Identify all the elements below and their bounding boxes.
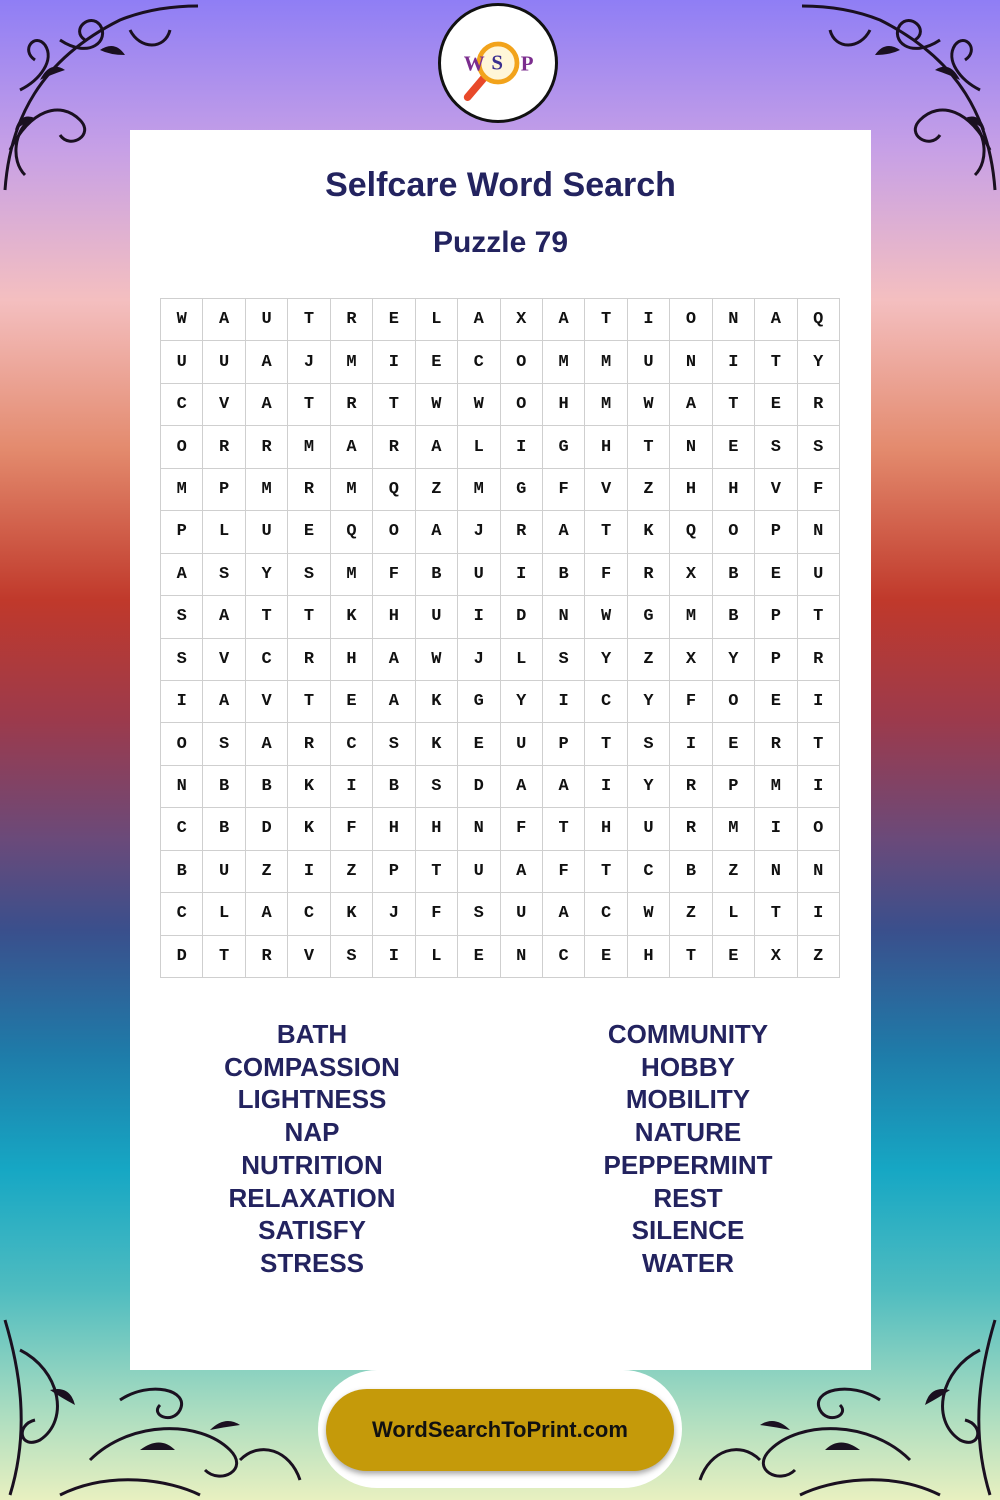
grid-cell[interactable]: Y bbox=[713, 639, 755, 681]
grid-cell[interactable]: R bbox=[246, 936, 288, 978]
grid-cell[interactable]: R bbox=[246, 426, 288, 468]
grid-cell[interactable]: N bbox=[458, 808, 500, 850]
grid-cell[interactable]: R bbox=[755, 723, 797, 765]
grid-cell[interactable]: Z bbox=[416, 469, 458, 511]
grid-cell[interactable]: H bbox=[628, 936, 670, 978]
grid-cell[interactable]: P bbox=[713, 766, 755, 808]
grid-cell[interactable]: N bbox=[713, 299, 755, 341]
grid-cell[interactable]: L bbox=[501, 639, 543, 681]
grid-cell[interactable]: W bbox=[416, 639, 458, 681]
grid-cell[interactable]: E bbox=[713, 723, 755, 765]
grid-cell[interactable]: T bbox=[416, 851, 458, 893]
word-list-item: SATISFY bbox=[258, 1215, 366, 1246]
grid-cell[interactable]: I bbox=[373, 341, 415, 383]
grid-cell[interactable]: Y bbox=[798, 341, 840, 383]
grid-cell[interactable]: W bbox=[416, 384, 458, 426]
grid-cell[interactable]: Q bbox=[331, 511, 373, 553]
grid-cell[interactable]: U bbox=[458, 851, 500, 893]
grid-cell[interactable]: L bbox=[416, 936, 458, 978]
grid-cell[interactable]: L bbox=[713, 893, 755, 935]
grid-cell[interactable]: D bbox=[161, 936, 203, 978]
word-list-item: PEPPERMINT bbox=[603, 1149, 773, 1180]
grid-cell[interactable]: Z bbox=[628, 469, 670, 511]
grid-cell[interactable]: W bbox=[628, 893, 670, 935]
grid-cell[interactable]: Q bbox=[670, 511, 712, 553]
word-list-item: LIGHTNESS bbox=[237, 1084, 387, 1115]
puzzle-number: Puzzle 79 bbox=[432, 226, 569, 259]
logo-letter-p: P bbox=[520, 51, 534, 76]
grid-cell[interactable]: F bbox=[585, 554, 627, 596]
grid-cell[interactable]: F bbox=[501, 808, 543, 850]
grid-cell[interactable]: A bbox=[543, 893, 585, 935]
grid-cell[interactable]: H bbox=[373, 808, 415, 850]
grid-cell[interactable]: A bbox=[501, 766, 543, 808]
grid-cell[interactable]: D bbox=[246, 808, 288, 850]
grid-cell[interactable]: E bbox=[331, 681, 373, 723]
grid-cell[interactable]: F bbox=[416, 893, 458, 935]
grid-cell[interactable]: E bbox=[458, 723, 500, 765]
grid-cell[interactable]: R bbox=[331, 299, 373, 341]
grid-cell[interactable]: M bbox=[161, 469, 203, 511]
site-logo[interactable] bbox=[438, 3, 558, 123]
grid-cell[interactable]: M bbox=[458, 469, 500, 511]
grid-cell[interactable]: N bbox=[798, 511, 840, 553]
grid-cell[interactable]: P bbox=[543, 723, 585, 765]
grid-cell[interactable]: U bbox=[501, 723, 543, 765]
grid-cell[interactable]: E bbox=[416, 341, 458, 383]
page-title: Selfcare Word Search bbox=[325, 166, 676, 204]
grid-cell[interactable]: W bbox=[628, 384, 670, 426]
grid-cell[interactable]: F bbox=[670, 681, 712, 723]
grid-cell[interactable]: B bbox=[416, 554, 458, 596]
grid-cell[interactable]: C bbox=[246, 639, 288, 681]
grid-cell[interactable]: C bbox=[161, 893, 203, 935]
grid-cell[interactable]: H bbox=[585, 426, 627, 468]
grid-cell[interactable]: U bbox=[798, 554, 840, 596]
grid-cell[interactable]: M bbox=[288, 426, 330, 468]
grid-cell[interactable]: C bbox=[628, 851, 670, 893]
grid-cell[interactable]: S bbox=[628, 723, 670, 765]
grid-cell[interactable]: I bbox=[288, 851, 330, 893]
grid-cell[interactable]: S bbox=[543, 639, 585, 681]
grid-cell[interactable]: I bbox=[670, 723, 712, 765]
grid-cell[interactable]: R bbox=[373, 426, 415, 468]
puzzle-card bbox=[130, 130, 871, 1370]
grid-cell[interactable]: Y bbox=[628, 766, 670, 808]
grid-cell[interactable]: T bbox=[288, 384, 330, 426]
grid-cell[interactable]: R bbox=[288, 469, 330, 511]
grid-cell[interactable]: F bbox=[543, 851, 585, 893]
grid-cell[interactable]: C bbox=[543, 936, 585, 978]
grid-cell[interactable]: H bbox=[543, 384, 585, 426]
grid-cell[interactable]: S bbox=[458, 893, 500, 935]
grid-cell[interactable]: I bbox=[373, 936, 415, 978]
grid-cell[interactable]: M bbox=[713, 808, 755, 850]
grid-cell[interactable]: R bbox=[628, 554, 670, 596]
grid-cell[interactable]: X bbox=[755, 936, 797, 978]
grid-cell[interactable]: S bbox=[288, 554, 330, 596]
grid-cell[interactable]: K bbox=[331, 893, 373, 935]
grid-cell[interactable]: D bbox=[501, 596, 543, 638]
grid-cell[interactable]: R bbox=[670, 808, 712, 850]
grid-cell[interactable]: Q bbox=[373, 469, 415, 511]
grid-cell[interactable]: M bbox=[331, 341, 373, 383]
grid-cell[interactable]: P bbox=[373, 851, 415, 893]
grid-cell[interactable]: B bbox=[670, 851, 712, 893]
grid-cell[interactable]: H bbox=[713, 469, 755, 511]
grid-cell[interactable]: A bbox=[246, 723, 288, 765]
grid-cell[interactable]: T bbox=[373, 384, 415, 426]
grid-cell[interactable]: B bbox=[203, 766, 245, 808]
grid-cell[interactable]: X bbox=[670, 639, 712, 681]
grid-cell[interactable]: R bbox=[501, 511, 543, 553]
grid-cell[interactable]: M bbox=[543, 341, 585, 383]
grid-cell[interactable]: T bbox=[713, 384, 755, 426]
grid-cell[interactable]: H bbox=[670, 469, 712, 511]
grid-cell[interactable]: S bbox=[161, 639, 203, 681]
grid-cell[interactable]: R bbox=[798, 639, 840, 681]
grid-cell[interactable]: K bbox=[628, 511, 670, 553]
grid-cell[interactable]: V bbox=[585, 469, 627, 511]
grid-cell[interactable]: J bbox=[458, 639, 500, 681]
grid-cell[interactable]: O bbox=[713, 681, 755, 723]
grid-cell[interactable]: T bbox=[288, 299, 330, 341]
word-list-item: SILENCE bbox=[631, 1215, 745, 1246]
grid-cell[interactable]: M bbox=[670, 596, 712, 638]
grid-cell[interactable]: A bbox=[246, 384, 288, 426]
grid-cell[interactable]: A bbox=[246, 341, 288, 383]
grid-cell[interactable]: Z bbox=[331, 851, 373, 893]
grid-cell[interactable]: L bbox=[203, 511, 245, 553]
grid-cell[interactable]: O bbox=[670, 299, 712, 341]
grid-cell[interactable]: W bbox=[161, 299, 203, 341]
grid-cell[interactable]: Z bbox=[246, 851, 288, 893]
word-list-item: MOBILITY bbox=[625, 1084, 751, 1115]
grid-cell[interactable]: T bbox=[543, 808, 585, 850]
grid-cell[interactable]: F bbox=[373, 554, 415, 596]
grid-cell[interactable]: I bbox=[458, 596, 500, 638]
grid-cell[interactable]: T bbox=[798, 596, 840, 638]
grid-cell[interactable]: T bbox=[798, 723, 840, 765]
logo-graphic bbox=[441, 6, 555, 120]
grid-cell[interactable]: N bbox=[501, 936, 543, 978]
grid-cell[interactable]: M bbox=[331, 554, 373, 596]
grid-cell[interactable]: S bbox=[203, 723, 245, 765]
grid-cell[interactable]: I bbox=[501, 554, 543, 596]
grid-cell[interactable]: U bbox=[246, 299, 288, 341]
grid-cell[interactable]: L bbox=[458, 426, 500, 468]
grid-cell[interactable]: T bbox=[585, 723, 627, 765]
grid-cell[interactable]: E bbox=[755, 681, 797, 723]
grid-cell[interactable]: U bbox=[458, 554, 500, 596]
grid-cell[interactable]: I bbox=[628, 299, 670, 341]
word-list-item: NATURE bbox=[634, 1117, 742, 1148]
grid-cell[interactable]: A bbox=[416, 511, 458, 553]
grid-cell[interactable]: T bbox=[585, 851, 627, 893]
grid-cell[interactable]: K bbox=[288, 766, 330, 808]
grid-cell[interactable]: J bbox=[373, 893, 415, 935]
grid-cell[interactable]: P bbox=[755, 639, 797, 681]
grid-cell[interactable]: V bbox=[246, 681, 288, 723]
grid-cell[interactable]: Y bbox=[501, 681, 543, 723]
grid-cell[interactable]: B bbox=[713, 554, 755, 596]
grid-cell[interactable]: E bbox=[585, 936, 627, 978]
grid-cell[interactable]: H bbox=[416, 808, 458, 850]
grid-cell[interactable]: L bbox=[416, 299, 458, 341]
grid-cell[interactable]: C bbox=[458, 341, 500, 383]
grid-cell[interactable]: S bbox=[203, 554, 245, 596]
grid-cell[interactable]: E bbox=[373, 299, 415, 341]
grid-cell[interactable]: A bbox=[203, 299, 245, 341]
grid-cell[interactable]: K bbox=[416, 681, 458, 723]
grid-cell[interactable]: R bbox=[670, 766, 712, 808]
grid-cell[interactable]: V bbox=[203, 639, 245, 681]
word-list-right bbox=[548, 1018, 828, 1280]
grid-cell[interactable]: C bbox=[288, 893, 330, 935]
grid-cell[interactable]: A bbox=[501, 851, 543, 893]
grid-cell[interactable]: S bbox=[798, 426, 840, 468]
grid-cell[interactable]: A bbox=[203, 596, 245, 638]
grid-cell[interactable]: O bbox=[798, 808, 840, 850]
grid-cell[interactable]: P bbox=[203, 469, 245, 511]
word-list-item: NUTRITION bbox=[241, 1149, 383, 1180]
grid-cell[interactable]: D bbox=[458, 766, 500, 808]
grid-cell[interactable]: P bbox=[755, 596, 797, 638]
grid-cell[interactable]: T bbox=[585, 299, 627, 341]
grid-cell[interactable]: W bbox=[458, 384, 500, 426]
grid-cell[interactable]: A bbox=[543, 511, 585, 553]
word-list-item: COMPASSION bbox=[224, 1051, 400, 1082]
grid-cell[interactable]: G bbox=[501, 469, 543, 511]
grid-cell[interactable]: Z bbox=[713, 851, 755, 893]
grid-cell[interactable]: F bbox=[543, 469, 585, 511]
grid-cell[interactable]: C bbox=[331, 723, 373, 765]
grid-cell[interactable]: A bbox=[373, 639, 415, 681]
grid-cell[interactable]: G bbox=[543, 426, 585, 468]
grid-cell[interactable]: O bbox=[373, 511, 415, 553]
grid-cell[interactable]: I bbox=[501, 426, 543, 468]
word-list-item: WATER bbox=[642, 1247, 734, 1278]
grid-cell[interactable]: T bbox=[585, 511, 627, 553]
word-list-left bbox=[172, 1018, 452, 1280]
grid-cell[interactable]: C bbox=[161, 384, 203, 426]
grid-cell[interactable]: S bbox=[755, 426, 797, 468]
grid-cell[interactable]: B bbox=[246, 766, 288, 808]
grid-cell[interactable]: H bbox=[373, 596, 415, 638]
grid-cell[interactable]: N bbox=[543, 596, 585, 638]
grid-cell[interactable]: A bbox=[331, 426, 373, 468]
grid-cell[interactable]: S bbox=[331, 936, 373, 978]
grid-cell[interactable]: S bbox=[161, 596, 203, 638]
grid-cell[interactable]: X bbox=[670, 554, 712, 596]
grid-cell[interactable]: U bbox=[416, 596, 458, 638]
grid-cell[interactable]: L bbox=[203, 893, 245, 935]
grid-cell[interactable]: C bbox=[585, 893, 627, 935]
grid-cell[interactable]: U bbox=[161, 341, 203, 383]
grid-cell[interactable]: M bbox=[755, 766, 797, 808]
grid-cell[interactable]: N bbox=[755, 851, 797, 893]
grid-cell[interactable]: U bbox=[628, 341, 670, 383]
grid-cell[interactable]: U bbox=[203, 341, 245, 383]
grid-cell[interactable]: T bbox=[755, 893, 797, 935]
grid-cell[interactable]: E bbox=[755, 554, 797, 596]
grid-cell[interactable]: I bbox=[798, 893, 840, 935]
grid-cell[interactable]: R bbox=[331, 384, 373, 426]
grid-cell[interactable]: E bbox=[755, 384, 797, 426]
grid-cell[interactable]: V bbox=[203, 384, 245, 426]
grid-cell[interactable]: A bbox=[543, 299, 585, 341]
logo-letter-w: W bbox=[463, 51, 485, 76]
grid-cell[interactable]: A bbox=[203, 681, 245, 723]
grid-cell[interactable]: B bbox=[161, 851, 203, 893]
grid-cell[interactable]: T bbox=[628, 426, 670, 468]
grid-cell[interactable]: A bbox=[161, 554, 203, 596]
grid-cell[interactable]: I bbox=[543, 681, 585, 723]
grid-cell[interactable]: O bbox=[501, 341, 543, 383]
grid-cell[interactable]: P bbox=[161, 511, 203, 553]
grid-cell[interactable]: G bbox=[458, 681, 500, 723]
grid-cell[interactable]: B bbox=[203, 808, 245, 850]
grid-cell[interactable]: B bbox=[543, 554, 585, 596]
word-list-item: NAP bbox=[284, 1117, 340, 1148]
grid-cell[interactable]: N bbox=[798, 851, 840, 893]
grid-cell[interactable]: Y bbox=[585, 639, 627, 681]
grid-cell[interactable]: Q bbox=[798, 299, 840, 341]
grid-cell[interactable]: N bbox=[670, 426, 712, 468]
word-list-item: BATH bbox=[276, 1019, 348, 1049]
grid-cell[interactable]: Y bbox=[628, 681, 670, 723]
grid-cell[interactable]: T bbox=[755, 341, 797, 383]
grid-cell[interactable]: V bbox=[755, 469, 797, 511]
grid-cell[interactable]: A bbox=[543, 766, 585, 808]
grid-cell[interactable]: U bbox=[628, 808, 670, 850]
grid-cell[interactable]: M bbox=[585, 341, 627, 383]
grid-cell[interactable]: Z bbox=[628, 639, 670, 681]
website-button[interactable]: WordSearchToPrint.com bbox=[326, 1389, 674, 1471]
grid-cell[interactable]: A bbox=[416, 426, 458, 468]
grid-cell[interactable]: A bbox=[458, 299, 500, 341]
grid-cell[interactable]: Y bbox=[246, 554, 288, 596]
grid-cell[interactable]: R bbox=[798, 384, 840, 426]
word-list-item: STRESS bbox=[259, 1247, 365, 1278]
grid-cell[interactable]: A bbox=[670, 384, 712, 426]
grid-cell[interactable]: T bbox=[670, 936, 712, 978]
grid-cell[interactable]: R bbox=[288, 723, 330, 765]
grid-cell[interactable]: K bbox=[416, 723, 458, 765]
grid-cell[interactable]: H bbox=[331, 639, 373, 681]
letter-grid bbox=[160, 298, 840, 978]
grid-cell[interactable]: O bbox=[161, 426, 203, 468]
grid-cell[interactable]: F bbox=[331, 808, 373, 850]
grid-cell[interactable]: F bbox=[798, 469, 840, 511]
grid-cell[interactable]: M bbox=[585, 384, 627, 426]
grid-cell[interactable]: G bbox=[628, 596, 670, 638]
grid-cell[interactable]: I bbox=[585, 766, 627, 808]
grid-cell[interactable]: S bbox=[373, 723, 415, 765]
grid-cell[interactable]: O bbox=[501, 384, 543, 426]
grid-cell[interactable]: B bbox=[373, 766, 415, 808]
grid-cell[interactable]: A bbox=[373, 681, 415, 723]
grid-cell[interactable]: I bbox=[755, 808, 797, 850]
grid-cell[interactable]: Z bbox=[798, 936, 840, 978]
grid-cell[interactable]: T bbox=[288, 596, 330, 638]
grid-cell[interactable]: K bbox=[288, 808, 330, 850]
grid-cell[interactable]: J bbox=[288, 341, 330, 383]
grid-cell[interactable]: B bbox=[713, 596, 755, 638]
grid-cell[interactable]: E bbox=[288, 511, 330, 553]
grid-cell[interactable]: N bbox=[161, 766, 203, 808]
grid-cell[interactable]: E bbox=[713, 936, 755, 978]
grid-cell[interactable]: R bbox=[203, 426, 245, 468]
grid-cell[interactable]: T bbox=[288, 681, 330, 723]
grid-cell[interactable]: W bbox=[585, 596, 627, 638]
grid-cell[interactable]: U bbox=[246, 511, 288, 553]
logo-letter-s: S bbox=[491, 50, 503, 75]
grid-cell[interactable]: I bbox=[713, 341, 755, 383]
grid-cell[interactable]: I bbox=[161, 681, 203, 723]
grid-cell[interactable]: I bbox=[798, 681, 840, 723]
grid-cell[interactable]: H bbox=[585, 808, 627, 850]
word-list-item: HOBBY bbox=[641, 1051, 735, 1082]
grid-cell[interactable]: O bbox=[713, 511, 755, 553]
grid-cell[interactable]: N bbox=[670, 341, 712, 383]
grid-cell[interactable]: T bbox=[246, 596, 288, 638]
word-list-item: RELAXATION bbox=[228, 1182, 396, 1213]
grid-cell[interactable]: A bbox=[246, 893, 288, 935]
grid-cell[interactable]: Z bbox=[670, 893, 712, 935]
grid-cell[interactable]: V bbox=[288, 936, 330, 978]
grid-cell[interactable]: O bbox=[161, 723, 203, 765]
grid-cell[interactable]: C bbox=[585, 681, 627, 723]
grid-cell[interactable]: A bbox=[755, 299, 797, 341]
grid-cell[interactable]: K bbox=[331, 596, 373, 638]
grid-cell[interactable]: X bbox=[501, 299, 543, 341]
grid-cell[interactable]: S bbox=[416, 766, 458, 808]
grid-cell[interactable]: I bbox=[798, 766, 840, 808]
grid-cell[interactable]: R bbox=[288, 639, 330, 681]
grid-cell[interactable]: E bbox=[458, 936, 500, 978]
grid-cell[interactable]: M bbox=[331, 469, 373, 511]
grid-cell[interactable]: C bbox=[161, 808, 203, 850]
grid-cell[interactable]: U bbox=[203, 851, 245, 893]
grid-cell[interactable]: J bbox=[458, 511, 500, 553]
grid-cell[interactable]: M bbox=[246, 469, 288, 511]
grid-cell[interactable]: U bbox=[501, 893, 543, 935]
word-list-item: REST bbox=[653, 1182, 723, 1213]
grid-cell[interactable]: I bbox=[331, 766, 373, 808]
word-list-item: COMMUNITY bbox=[607, 1019, 769, 1049]
grid-cell[interactable]: T bbox=[203, 936, 245, 978]
grid-cell[interactable]: E bbox=[713, 426, 755, 468]
grid-cell[interactable]: P bbox=[755, 511, 797, 553]
